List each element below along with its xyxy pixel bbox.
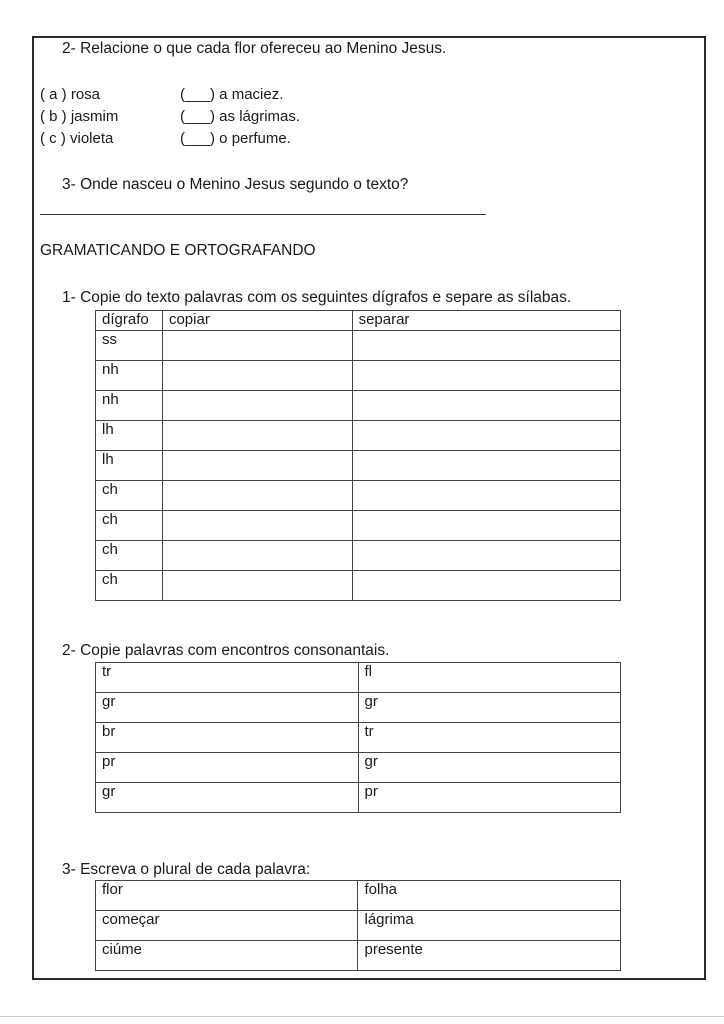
match-answer-2[interactable]: (___) as lágrimas. (180, 108, 301, 125)
table-row (96, 753, 621, 783)
word-cell[interactable]: folha (358, 881, 621, 911)
table-header-row (96, 311, 621, 331)
cluster-cell[interactable]: gr (358, 753, 621, 783)
header-digrafo: dígrafo (96, 311, 163, 331)
table-row (96, 451, 621, 481)
exercise-1-title: 1- Copie do texto palavras com os seguintes dígrafos e separe as sílabas. (62, 289, 572, 306)
table-row (96, 481, 621, 511)
match-option-b: ( b ) jasmim (40, 108, 119, 125)
digraph-label: lh (96, 421, 163, 451)
copy-cell[interactable] (162, 511, 352, 541)
separate-cell[interactable] (352, 571, 620, 601)
copy-cell[interactable] (162, 451, 352, 481)
table-row (96, 911, 621, 941)
consonant-cluster-table (95, 662, 621, 813)
table-row (96, 723, 621, 753)
separate-cell[interactable] (352, 421, 620, 451)
copy-cell[interactable] (162, 361, 352, 391)
section-title: GRAMATICANDO E ORTOGRAFANDO (40, 242, 316, 259)
digraph-label: ch (96, 481, 163, 511)
digraph-label: ch (96, 571, 163, 601)
table-row (96, 663, 621, 693)
page-edge-line (0, 1016, 724, 1017)
word-cell[interactable]: ciúme (96, 941, 358, 971)
separate-cell[interactable] (352, 511, 620, 541)
match-answer-3[interactable]: (___) o perfume. (180, 130, 291, 147)
separate-cell[interactable] (352, 481, 620, 511)
cluster-cell[interactable]: tr (96, 663, 359, 693)
table-row (96, 541, 621, 571)
cluster-cell[interactable]: br (96, 723, 359, 753)
separate-cell[interactable] (352, 391, 620, 421)
word-cell[interactable]: flor (96, 881, 358, 911)
table-row (96, 391, 621, 421)
cluster-cell[interactable]: gr (96, 783, 359, 813)
separate-cell[interactable] (352, 541, 620, 571)
separate-cell[interactable] (352, 361, 620, 391)
table-row (96, 421, 621, 451)
question-3-title: 3- Onde nasceu o Menino Jesus segundo o texto? (62, 176, 409, 193)
match-answer-1[interactable]: (___) a maciez. (180, 86, 284, 103)
table-row (96, 941, 621, 971)
digraph-label: ch (96, 541, 163, 571)
exercise-2-title: 2- Copie palavras com encontros consonantais. (62, 642, 390, 659)
copy-cell[interactable] (162, 421, 352, 451)
table-row (96, 511, 621, 541)
question-2-title: 2- Relacione o que cada flor ofereceu ao Menino Jesus. (62, 40, 447, 57)
digraph-label: ss (96, 331, 163, 361)
copy-cell[interactable] (162, 541, 352, 571)
separate-cell[interactable] (352, 331, 620, 361)
word-cell[interactable]: começar (96, 911, 358, 941)
digraph-table (95, 310, 621, 601)
table-row (96, 361, 621, 391)
digraph-label: lh (96, 451, 163, 481)
table-row (96, 693, 621, 723)
match-option-a: ( a ) rosa (40, 86, 101, 103)
match-option-c: ( c ) violeta (40, 130, 114, 147)
header-separar: separar (352, 311, 620, 331)
plural-table (95, 880, 621, 971)
cluster-cell[interactable]: pr (96, 753, 359, 783)
copy-cell[interactable] (162, 481, 352, 511)
table-row (96, 783, 621, 813)
answer-line[interactable] (40, 214, 486, 215)
copy-cell[interactable] (162, 331, 352, 361)
table-row (96, 571, 621, 601)
cluster-cell[interactable]: fl (358, 663, 621, 693)
exercise-3-title: 3- Escreva o plural de cada palavra: (62, 861, 311, 878)
header-copiar: copiar (162, 311, 352, 331)
cluster-cell[interactable]: tr (358, 723, 621, 753)
word-cell[interactable]: lágrima (358, 911, 621, 941)
copy-cell[interactable] (162, 391, 352, 421)
table-row (96, 881, 621, 911)
table-row (96, 331, 621, 361)
digraph-label: nh (96, 391, 163, 421)
digraph-label: ch (96, 511, 163, 541)
word-cell[interactable]: presente (358, 941, 621, 971)
digraph-label: nh (96, 361, 163, 391)
cluster-cell[interactable]: pr (358, 783, 621, 813)
copy-cell[interactable] (162, 571, 352, 601)
separate-cell[interactable] (352, 451, 620, 481)
cluster-cell[interactable]: gr (96, 693, 359, 723)
cluster-cell[interactable]: gr (358, 693, 621, 723)
